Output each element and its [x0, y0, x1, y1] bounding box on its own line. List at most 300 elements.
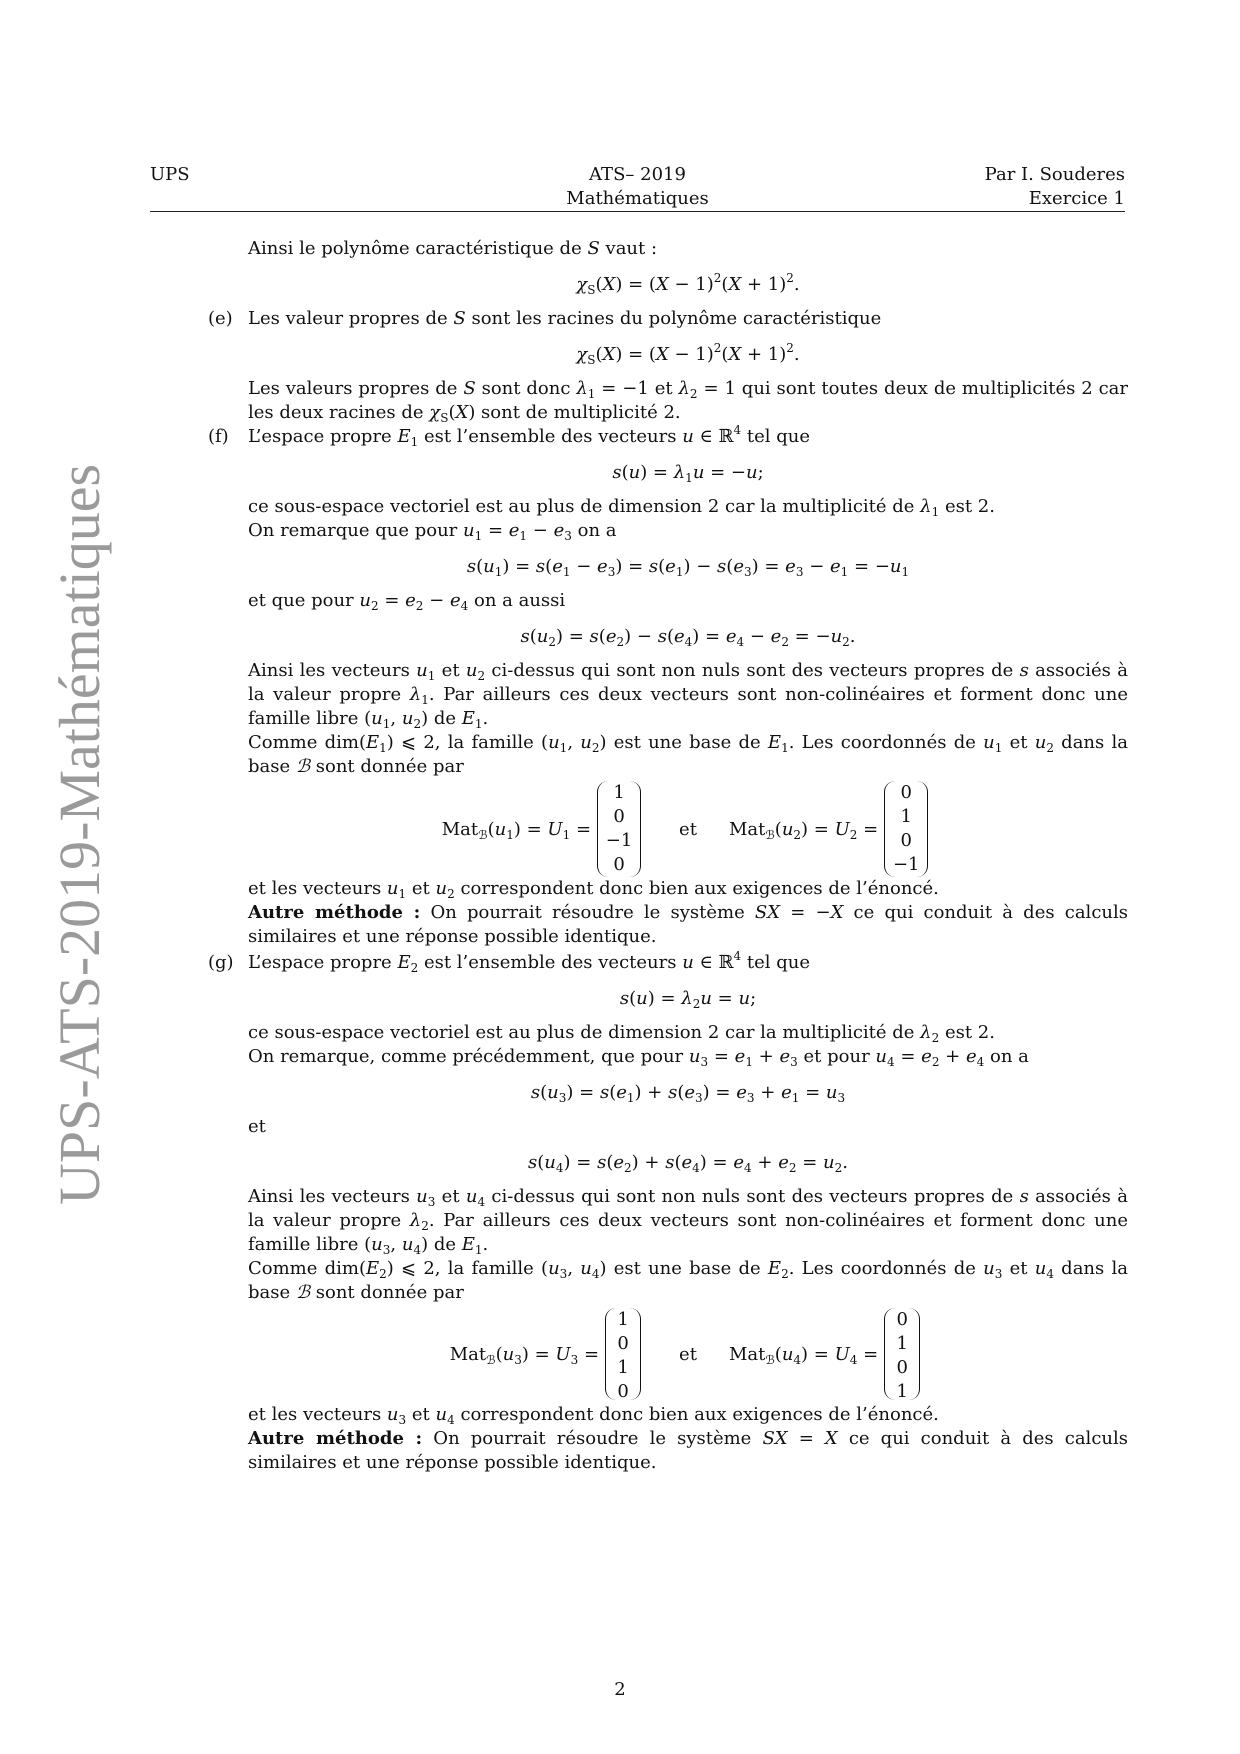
- text-run: est l’ensemble des vecteurs: [418, 426, 683, 447]
- text-run: 3: [559, 1267, 568, 1281]
- text-run: 1: [410, 435, 419, 449]
- text-run: s: [589, 626, 599, 647]
- text-run: e: [449, 590, 461, 611]
- page-header: [150, 163, 1125, 212]
- text-run: U: [834, 818, 850, 840]
- text-run: (: [495, 1343, 503, 1365]
- text-run: u: [386, 1404, 399, 1425]
- matrix-cell: −1: [605, 830, 633, 851]
- text-run: u: [781, 1343, 794, 1365]
- text-run: 2: [413, 717, 422, 731]
- text-run: 4: [1046, 1267, 1054, 1281]
- text-run: 1: [745, 1055, 753, 1069]
- text-run: on a: [571, 520, 617, 541]
- text-run: 2: [793, 827, 802, 842]
- equation: [248, 273, 1128, 297]
- text-run: 2: [788, 1161, 797, 1175]
- text-run: .: [482, 1234, 489, 1255]
- text-run: u: [386, 878, 399, 899]
- text-run: ) =: [801, 1343, 835, 1365]
- text-run: 1: [398, 887, 407, 901]
- text-run: λ: [576, 378, 588, 399]
- text-run: X: [728, 274, 742, 295]
- equation: [248, 343, 1128, 367]
- text-run: 1: [427, 669, 436, 683]
- matrix-cell: 1: [613, 782, 625, 803]
- text-run: S: [453, 308, 466, 329]
- header-center: [150, 163, 1125, 211]
- text-run: ,: [390, 708, 402, 729]
- text-run: 3: [795, 565, 804, 579]
- text-run: et: [248, 1116, 266, 1137]
- text-line: [248, 1115, 1128, 1139]
- text-run: 4: [692, 1161, 700, 1175]
- text-run: e: [508, 520, 520, 541]
- text-run: et: [406, 1404, 436, 1425]
- text-run: u: [435, 1404, 448, 1425]
- text-run: 1: [494, 565, 503, 579]
- text-run: 2: [477, 669, 486, 683]
- text-run: ) de: [421, 1234, 462, 1255]
- text-run: 3: [427, 1195, 436, 1209]
- text-run: e: [681, 1152, 693, 1173]
- text-run: On remarque que pour: [248, 520, 463, 541]
- text-run: u: [580, 732, 592, 753]
- text-run: (: [606, 1152, 614, 1173]
- text-run: e: [830, 556, 841, 577]
- text-run: ℬ: [765, 827, 775, 842]
- text-run: Les valeurs propres de: [248, 378, 464, 399]
- text-run: 4: [736, 635, 745, 649]
- text-line: [248, 1045, 1128, 1069]
- text-run: ) = (: [615, 274, 656, 295]
- text-run: et pour: [797, 1046, 876, 1067]
- matrix-row-f: [248, 779, 1128, 879]
- column-vector: [597, 781, 641, 877]
- text-run: .: [793, 274, 800, 295]
- text-run: ) =: [502, 556, 536, 577]
- text-run: ,: [390, 1234, 402, 1255]
- text-run: 1: [685, 471, 693, 485]
- text-run: U: [555, 1343, 571, 1365]
- text-run: u: [544, 1152, 556, 1173]
- text-run: 1: [506, 827, 514, 842]
- text-run: .: [849, 626, 856, 647]
- text-run: (: [537, 1152, 545, 1173]
- text-run: (: [595, 344, 603, 365]
- text-run: e: [781, 1082, 792, 1103]
- text-run: ,: [567, 732, 581, 753]
- text-run: 1: [626, 1091, 635, 1105]
- text-run: e: [733, 556, 744, 577]
- text-run: Comme dim(: [248, 732, 366, 753]
- text-run: 3: [837, 1091, 846, 1105]
- text-run: ) ⩽ 2, la famille (: [386, 732, 549, 753]
- text-run: 1: [931, 505, 940, 519]
- text-run: e: [616, 1082, 627, 1103]
- text-run: u: [502, 1343, 515, 1365]
- page-number: 2: [614, 1679, 626, 1700]
- text-run: (: [529, 626, 537, 647]
- text-run: (: [487, 818, 495, 840]
- header-right-line1: Par I. Souderes: [984, 164, 1125, 185]
- text-run: ) =: [640, 462, 674, 483]
- text-run: ) =: [563, 1152, 598, 1173]
- text-run: 2: [591, 741, 600, 755]
- text-run: = −: [788, 626, 831, 647]
- text-run: u: [1034, 1258, 1047, 1279]
- text-run: u: [781, 818, 794, 840]
- matrix-joiner: et: [679, 818, 697, 840]
- text-run: u: [359, 590, 371, 611]
- text-line: [248, 495, 1128, 519]
- text-run: e: [734, 1046, 746, 1067]
- paragraph: [248, 377, 1128, 425]
- text-run: 2: [931, 1055, 940, 1069]
- text-run: u: [830, 626, 843, 647]
- text-run: = −: [848, 556, 890, 577]
- text-run: u: [889, 556, 902, 577]
- text-run: sont donnée par: [310, 1282, 464, 1303]
- text-run: . Les coordonnés de: [788, 1258, 984, 1279]
- text-run: ) est une base de: [599, 1258, 768, 1279]
- text-run: X: [602, 274, 616, 295]
- text-run: λ: [673, 462, 686, 483]
- matrix-cell: 1: [900, 806, 912, 827]
- text-run: e: [770, 626, 782, 647]
- matrix-cell: 0: [613, 854, 625, 875]
- text-run: (: [726, 556, 734, 577]
- text-run: 1: [587, 387, 596, 401]
- text-line: [248, 237, 1128, 261]
- text-run: 4: [744, 1161, 752, 1175]
- text-run: (: [448, 402, 456, 423]
- text-run: u: [463, 520, 475, 541]
- text-run: e: [597, 556, 608, 577]
- text-run: est 2.: [939, 496, 995, 517]
- text-run: e: [552, 556, 563, 577]
- text-run: −: [423, 590, 450, 611]
- matrix-lhs: [442, 819, 591, 840]
- text-run: ) =: [566, 1082, 600, 1103]
- text-run: ℬ: [478, 827, 488, 842]
- text-line: [248, 1021, 1128, 1045]
- text-run: 4: [591, 1267, 600, 1281]
- text-run: ) est une base de: [599, 732, 768, 753]
- text-run: ,: [567, 1258, 581, 1279]
- text-run: 2: [931, 1031, 940, 1045]
- header-center-line1: ATS– 2019: [589, 164, 686, 185]
- text-run: =: [857, 1343, 879, 1365]
- text-run: ) =: [521, 1343, 556, 1365]
- text-run: et: [435, 1186, 466, 1207]
- text-run: s: [665, 1152, 675, 1173]
- text-run: 4: [460, 599, 469, 613]
- text-run: 2: [447, 887, 455, 901]
- text-run: associés à la valeur propre: [248, 660, 1128, 705]
- text-run: (: [677, 1082, 685, 1103]
- text-run: s: [668, 1082, 678, 1103]
- text-run: 4: [413, 1243, 422, 1257]
- text-run: On pourrait résoudre le système: [422, 1428, 763, 1449]
- text-run: L’espace propre: [248, 426, 398, 447]
- matrix-lhs: [450, 1344, 599, 1365]
- text-run: 1: [474, 717, 483, 731]
- matrix-lhs: [729, 819, 878, 840]
- text-run: 2: [713, 341, 722, 355]
- text-run: ci-dessus qui sont non nuls sont des vecteurs propres de: [485, 660, 1020, 681]
- text-run: ) +: [634, 1082, 669, 1103]
- text-run: On pourrait résoudre le système: [420, 902, 755, 923]
- text-run: 4: [793, 1352, 802, 1367]
- text-run: ) =: [699, 1152, 734, 1173]
- text-run: X: [728, 344, 742, 365]
- text-run: (: [598, 626, 606, 647]
- text-run: u: [416, 660, 428, 681]
- text-run: E: [397, 952, 411, 973]
- text-run: e: [965, 1046, 977, 1067]
- text-run: X: [455, 402, 469, 423]
- text-run: 1: [382, 717, 391, 731]
- text-run: Autre méthode :: [248, 1428, 423, 1449]
- text-run: u: [536, 626, 549, 647]
- text-run: 1: [421, 693, 429, 707]
- text-run: (: [545, 556, 553, 577]
- text-run: 2: [421, 1219, 429, 1233]
- text-run: u: [825, 1082, 838, 1103]
- text-run: ) = (: [615, 344, 656, 365]
- text-run: on a aussi: [468, 590, 566, 611]
- text-run: L’espace propre: [248, 952, 398, 973]
- paragraph: [248, 731, 1128, 779]
- text-run: u: [548, 1258, 560, 1279]
- text-run: =: [796, 1152, 824, 1173]
- text-run: 2: [415, 599, 424, 613]
- text-run: s: [535, 556, 546, 577]
- text-run: 1: [840, 565, 849, 579]
- text-run: 2: [786, 341, 794, 355]
- matrix-cell: 0: [617, 1381, 629, 1402]
- text-run: .: [793, 344, 800, 365]
- text-run: ce sous-espace vectoriel est au plus de dimension 2 car la multiplicité de: [248, 1022, 921, 1043]
- text-run: e: [605, 626, 617, 647]
- text-run: 1: [791, 1091, 800, 1105]
- text-run: E: [366, 732, 380, 753]
- text-run: s: [520, 626, 530, 647]
- text-run: SX: [754, 902, 781, 923]
- text-run: − 1): [668, 344, 714, 365]
- text-run: Ainsi les vecteurs: [248, 1186, 417, 1207]
- text-run: e: [785, 556, 796, 577]
- text-run: ∈ ℝ: [693, 426, 734, 447]
- text-run: s: [648, 556, 659, 577]
- text-run: = −: [704, 462, 747, 483]
- text-run: =: [857, 818, 879, 840]
- text-run: u: [416, 1186, 428, 1207]
- text-run: u: [692, 462, 705, 483]
- equation: [248, 1081, 1128, 1105]
- text-run: e: [921, 1046, 932, 1067]
- side-watermark: UPS-ATS-2019-Mathématiques: [47, 463, 112, 1205]
- text-run: Mat: [728, 818, 766, 840]
- text-run: λ: [681, 988, 693, 1009]
- matrix-row-g: [248, 1306, 1128, 1402]
- text-run: s: [466, 556, 477, 577]
- text-run: 1: [559, 741, 568, 755]
- text-run: 2: [692, 997, 701, 1011]
- text-run: e: [778, 1152, 789, 1173]
- text-run: E: [767, 1258, 782, 1279]
- text-run: et: [435, 660, 466, 681]
- text-run: +: [751, 1152, 779, 1173]
- text-run: + 1): [741, 344, 787, 365]
- text-run: e: [553, 520, 565, 541]
- text-run: ℬ: [486, 1352, 496, 1367]
- text-run: . Par ailleurs ces deux vecteurs sont non-colinéaires et forment donc une famille libre (: [248, 684, 1129, 729]
- text-line: [248, 425, 1128, 449]
- text-run: U: [547, 818, 563, 840]
- text-run: ) =: [801, 818, 835, 840]
- text-run: u: [823, 1152, 835, 1173]
- text-run: ) −: [683, 556, 718, 577]
- text-run: u: [875, 1046, 887, 1067]
- text-run: =: [711, 988, 739, 1009]
- text-run: 2: [842, 635, 850, 649]
- text-run: u: [371, 708, 383, 729]
- text-run: tel que: [741, 426, 811, 447]
- text-run: 3: [790, 1055, 798, 1069]
- text-run: λ: [409, 1210, 422, 1231]
- text-run: X: [602, 344, 616, 365]
- text-run: et les vecteurs: [248, 878, 387, 899]
- text-run: et: [1002, 1258, 1035, 1279]
- text-run: ) sont de multiplicité 2.: [468, 402, 681, 423]
- text-run: On remarque, comme précédemment, que pour: [248, 1046, 689, 1067]
- text-run: (: [674, 1152, 682, 1173]
- text-run: = −1 et: [595, 378, 679, 399]
- text-run: 1: [901, 565, 910, 579]
- matrix-lhs: [729, 1344, 878, 1365]
- text-run: 1: [781, 741, 789, 755]
- text-run: 2: [689, 387, 698, 401]
- text-run: 2: [834, 1161, 843, 1175]
- text-run: ) =: [702, 1082, 737, 1103]
- text-line: [248, 589, 1128, 613]
- text-run: u: [682, 426, 694, 447]
- text-run: X: [655, 344, 669, 365]
- text-run: (: [540, 1082, 548, 1103]
- column-vector: [884, 1308, 920, 1400]
- text-run: 4: [886, 1055, 895, 1069]
- text-run: .: [842, 1152, 848, 1173]
- text-run: correspondent donc bien aux exigences de l’énoncé.: [454, 878, 939, 899]
- text-run: e: [733, 1152, 745, 1173]
- text-run: e: [779, 1046, 791, 1067]
- text-run: (: [774, 818, 782, 840]
- text-run: S: [587, 238, 600, 259]
- text-run: .: [482, 708, 489, 729]
- text-run: +: [939, 1046, 966, 1067]
- text-run: u: [401, 708, 414, 729]
- equation: [248, 555, 1128, 579]
- text-run: ) =: [647, 988, 682, 1009]
- text-run: E: [397, 426, 411, 447]
- header-right: [985, 163, 1125, 211]
- matrix-cell: 0: [900, 782, 912, 803]
- text-line: [248, 519, 1128, 543]
- text-run: =: [378, 590, 406, 611]
- column-vector: [884, 781, 928, 877]
- text-run: 2: [616, 635, 625, 649]
- text-run: ) =: [751, 556, 786, 577]
- item-label-f: (f): [208, 426, 229, 447]
- text-run: u: [983, 732, 995, 753]
- text-run: −: [803, 556, 830, 577]
- text-run: 2: [624, 1161, 632, 1175]
- text-run: dans la base: [248, 732, 1128, 777]
- text-run: 3: [743, 565, 752, 579]
- text-run: associés à la valeur propre: [248, 1186, 1128, 1231]
- text-run: λ: [920, 496, 932, 517]
- text-run: =: [482, 520, 509, 541]
- text-run: −: [570, 556, 598, 577]
- text-run: ci-dessus qui sont non nuls sont des vecteurs propres de: [485, 1186, 1020, 1207]
- text-run: = −: [780, 902, 831, 923]
- text-run: 1: [379, 741, 387, 755]
- text-line: [248, 1403, 1128, 1427]
- text-run: 1: [562, 565, 571, 579]
- text-run: ∈ ℝ: [693, 952, 734, 973]
- text-run: (: [629, 988, 637, 1009]
- text-run: λ: [678, 378, 690, 399]
- text-run: 3: [514, 1352, 522, 1367]
- text-run: e: [405, 590, 416, 611]
- text-run: Ainsi le polynôme caractéristique de: [248, 238, 588, 259]
- text-run: s: [1019, 1186, 1029, 1207]
- text-run: et les vecteurs: [248, 1404, 387, 1425]
- text-run: +: [752, 1046, 780, 1067]
- text-run: 2: [370, 599, 379, 613]
- text-run: ce qui conduit à des calculs similaires et une réponse possible identique.: [248, 902, 1128, 947]
- text-run: ) −: [624, 626, 658, 647]
- text-run: u: [435, 878, 448, 899]
- text-run: sont donc: [475, 378, 577, 399]
- item-label-e: (e): [208, 308, 233, 329]
- header-right-line2: Exercice 1: [1028, 188, 1125, 209]
- text-run: dans la base: [248, 1258, 1128, 1303]
- text-run: (: [666, 626, 674, 647]
- text-run: u: [738, 988, 751, 1009]
- text-run: et: [406, 878, 436, 899]
- text-run: 4: [555, 1161, 564, 1175]
- text-run: 3: [746, 1091, 755, 1105]
- text-run: λ: [409, 684, 422, 705]
- text-run: Les valeur propres de: [248, 308, 454, 329]
- text-run: (: [476, 556, 484, 577]
- text-run: S: [587, 353, 596, 367]
- text-run: u: [580, 1258, 592, 1279]
- text-run: et que pour: [248, 590, 360, 611]
- text-run: X: [824, 1428, 838, 1449]
- text-run: tel que: [741, 952, 811, 973]
- text-run: e: [665, 556, 676, 577]
- text-run: est 2.: [939, 1022, 995, 1043]
- text-run: e: [736, 1082, 747, 1103]
- text-run: =: [578, 1343, 600, 1365]
- text-run: u: [465, 1186, 478, 1207]
- text-run: sont les racines du polynôme caractéristique: [465, 308, 882, 329]
- text-run: ) =: [513, 818, 548, 840]
